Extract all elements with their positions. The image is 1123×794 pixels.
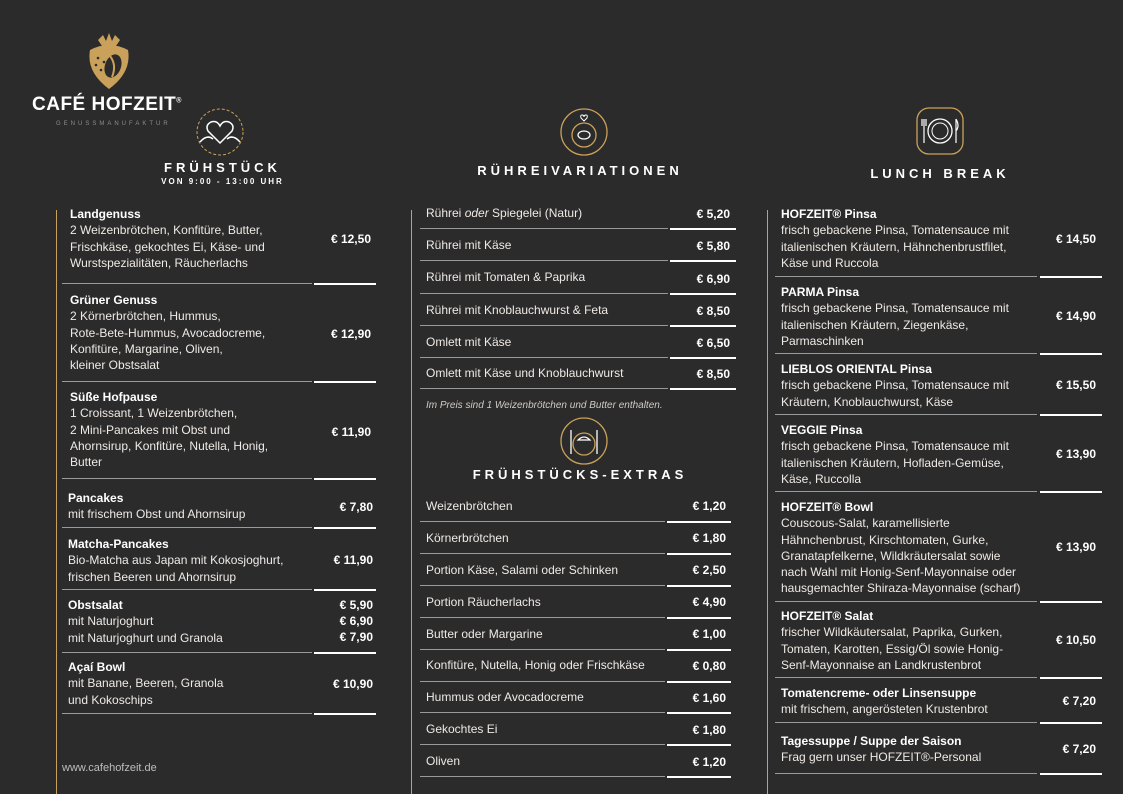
divider <box>420 293 668 294</box>
item-price: € 4,90 <box>692 595 726 609</box>
menu-item-label: Konfitüre, Nutella, Honig oder Frischkäse <box>426 658 645 672</box>
section-subtitle-fruehstueck: VON 9:00 - 13:00 UHR <box>161 177 284 186</box>
divider <box>667 617 731 619</box>
divider <box>314 589 376 591</box>
menu-item-label: Portion Käse, Salami oder Schinken <box>426 563 619 577</box>
menu-item: Açaí Bowl mit Banane, Beeren, Granola und Kokoschips <box>68 660 224 707</box>
menu-item: Pancakes mit frischem Obst und Ahornsirup <box>68 491 246 522</box>
heart-plate-icon <box>195 107 245 157</box>
divider <box>62 283 312 284</box>
menu-item-label: Rührei oder Spiegelei (Natur) <box>426 206 583 220</box>
divider <box>62 652 312 653</box>
menu-item-label: Hummus oder Avocadocreme <box>426 690 584 704</box>
divider <box>775 601 1037 602</box>
item-price: € 13,90 <box>1055 540 1096 554</box>
item-price: € 1,00 <box>692 627 726 641</box>
section-title-ruehrei: RÜHREIVARIATIONEN <box>477 163 683 178</box>
item-price: € 15,50 <box>1055 378 1096 392</box>
divider <box>420 744 665 745</box>
divider <box>1040 353 1102 355</box>
menu-item-label: Rührei mit Tomaten & Paprika <box>426 270 586 284</box>
divider <box>314 478 376 480</box>
item-price: € 5,20 <box>696 207 730 221</box>
plate-cutlery-icon <box>915 106 965 156</box>
item-price: € 14,90 <box>1055 309 1096 323</box>
menu-item: Tagessuppe / Suppe der Saison Frag gern unser HOFZEIT®-Personal <box>781 734 982 765</box>
item-price: € 12,90 <box>330 327 371 341</box>
item-price: € 5,80 <box>696 239 730 253</box>
menu-item-label: Rührei mit Knoblauchwurst & Feta <box>426 303 609 317</box>
divider <box>667 649 731 651</box>
menu-item: HOFZEIT® Bowl Couscous-Salat, karamellisierte Hähnchenbrust, Kirschtomaten, Gurke, Granatapfelkerne, Wildkräutersalat sowie nach Wahl mit Honig-Senf-Mayonnaise oder hausgemachter Shiraza-Mayonnaise (scharf) <box>781 500 1021 596</box>
divider <box>420 776 665 777</box>
divider <box>670 293 736 295</box>
menu-item-label: Weizenbrötchen <box>426 499 513 513</box>
menu-item-label: Omlett mit Käse <box>426 335 512 349</box>
divider <box>667 585 731 587</box>
item-price: € 8,50 <box>696 304 730 318</box>
divider <box>420 712 665 713</box>
menu-item: Matcha-Pancakes Bio-Matcha aus Japan mit Kokosjoghurt, frischen Beeren und Ahornsirup <box>68 537 284 584</box>
section-title-extras: FRÜHSTÜCKS-EXTRAS <box>472 467 688 482</box>
divider <box>670 388 736 390</box>
divider <box>667 712 731 714</box>
item-price: € 14,50 <box>1055 232 1096 246</box>
divider <box>420 585 665 586</box>
divider <box>420 357 668 358</box>
divider <box>667 553 731 555</box>
item-price: € 1,20 <box>692 499 726 513</box>
divider <box>420 228 668 229</box>
divider <box>420 617 665 618</box>
divider <box>420 521 665 522</box>
divider <box>314 527 376 529</box>
menu-item-label: Oliven <box>426 754 461 768</box>
divider <box>1040 601 1102 603</box>
divider <box>314 283 376 285</box>
item-price: € 6,90 <box>696 272 730 286</box>
divider <box>1040 276 1102 278</box>
divider <box>420 325 668 326</box>
divider <box>420 260 668 261</box>
column-divider <box>56 210 57 794</box>
divider <box>670 260 736 262</box>
section-title-lunch: LUNCH BREAK <box>870 166 1010 181</box>
section-title-fruehstueck: FRÜHSTÜCK <box>164 160 281 175</box>
divider <box>670 228 736 230</box>
divider <box>775 773 1037 774</box>
divider <box>62 527 312 528</box>
menu-item: Landgenuss 2 Weizenbrötchen, Konfitüre, Butter, Frischkäse, gekochtes Ei, Käse- und Wurstspezialitäten, Räucherlachs <box>70 207 265 270</box>
website-link[interactable]: www.cafehofzeit.de <box>62 762 157 774</box>
item-price: € 1,80 <box>692 723 726 737</box>
divider <box>314 713 376 715</box>
divider <box>775 353 1037 354</box>
menu-item-label: Körnerbrötchen <box>426 531 509 545</box>
item-price: € 6,50 <box>696 336 730 350</box>
brand-name: CAFÉ HOFZEIT® <box>32 94 182 115</box>
menu-item: Süße Hofpause 1 Croissant, 1 Weizenbrötchen, 2 Mini-Pancakes mit Obst und Ahornsirup, Konfitüre, Nutella, Honig, Butter <box>70 390 269 470</box>
menu-item: VEGGIE Pinsa frisch gebackene Pinsa, Tomatensauce mit italienischen Kräutern, Hofladen-Gemüse, Käse, Ruccolla <box>781 423 1009 486</box>
divider <box>1040 414 1102 416</box>
divider <box>420 553 665 554</box>
item-price: € 1,60 <box>692 691 726 705</box>
menu-item-label: Rührei mit Käse <box>426 238 512 252</box>
column-divider <box>767 210 768 794</box>
item-price: € 8,50 <box>696 367 730 381</box>
item-price: € 10,90 <box>332 677 373 691</box>
divider <box>420 388 668 389</box>
item-price: € 7,20 <box>1062 742 1096 756</box>
item-price: € 1,20 <box>692 755 726 769</box>
item-price: € 12,50 <box>330 232 371 246</box>
divider <box>420 681 665 682</box>
column-divider <box>411 210 412 794</box>
item-price: € 2,50 <box>692 563 726 577</box>
item-price: € 11,90 <box>333 553 373 567</box>
divider <box>1040 773 1102 775</box>
item-price: € 10,50 <box>1055 633 1096 647</box>
divider <box>62 478 312 479</box>
divider <box>775 722 1037 723</box>
menu-item: PARMA Pinsa frisch gebackene Pinsa, Tomatensauce mit italienischen Kräutern, Ziegenkäse, Parmaschinken <box>781 285 1009 348</box>
divider <box>775 491 1037 492</box>
divider <box>775 677 1037 678</box>
divider <box>62 713 312 714</box>
egg-plate-icon <box>559 107 609 157</box>
item-price: € 1,80 <box>692 531 726 545</box>
divider <box>1040 491 1102 493</box>
divider <box>667 681 731 683</box>
divider <box>670 357 736 359</box>
item-price: € 0,80 <box>692 659 726 673</box>
item-price: € 7,80 <box>339 500 373 514</box>
divider <box>667 776 731 778</box>
item-price: € 7,20 <box>1062 694 1096 708</box>
strawberry-logo-icon <box>84 32 134 90</box>
menu-item: HOFZEIT® Salat frischer Wildkäutersalat, Paprika, Gurken, Tomaten, Karotten, Essig/Öl sowie Honig- Senf-Mayonnaise an Landkrustenbrot <box>781 609 1004 672</box>
menu-item: LIEBLOS ORIENTAL Pinsa frisch gebackene Pinsa, Tomatensauce mit Kräutern, Knoblauchwurst, Käse <box>781 362 1009 409</box>
menu-item-label: Gekochtes Ei <box>426 722 498 736</box>
divider <box>775 276 1037 277</box>
divider <box>667 521 731 523</box>
brand-tagline: GENUSSMANUFAKTUR <box>56 121 171 127</box>
dish-cutlery-icon <box>559 416 609 466</box>
divider <box>670 325 736 327</box>
divider <box>62 381 312 382</box>
menu-item: Obstsalat mit Naturjoghurt mit Naturjoghurt und Granola <box>68 598 223 645</box>
divider <box>420 649 665 650</box>
item-price: € 13,90 <box>1055 447 1096 461</box>
price-note: Im Preis sind 1 Weizenbrötchen und Butter enthalten. <box>426 400 663 411</box>
item-price: € 11,90 <box>331 425 371 439</box>
menu-item-label: Butter oder Margarine <box>426 627 543 641</box>
menu-item: HOFZEIT® Pinsa frisch gebackene Pinsa, Tomatensauce mit italienischen Kräutern, Hähnchenbrustfilet, Käse und Ruccola <box>781 207 1009 270</box>
divider <box>1040 677 1102 679</box>
menu-item-label: Omlett mit Käse und Knoblauchwurst <box>426 366 624 380</box>
menu-item: Tomatencreme- oder Linsensuppe mit frischem, angerösteten Krustenbrot <box>781 686 988 717</box>
divider <box>314 652 376 654</box>
divider <box>667 744 731 746</box>
menu-item: Grüner Genuss 2 Körnerbrötchen, Hummus, Rote-Bete-Hummus, Avocadocreme, Konfitüre, Margarine, Oliven, kleiner Obstsalat <box>70 293 266 373</box>
divider <box>1040 722 1102 724</box>
divider <box>62 589 312 590</box>
menu-item-label: Portion Räucherlachs <box>426 595 541 609</box>
divider <box>314 381 376 383</box>
divider <box>775 414 1037 415</box>
item-price: € 5,90 € 6,90 € 7,90 <box>339 598 373 644</box>
